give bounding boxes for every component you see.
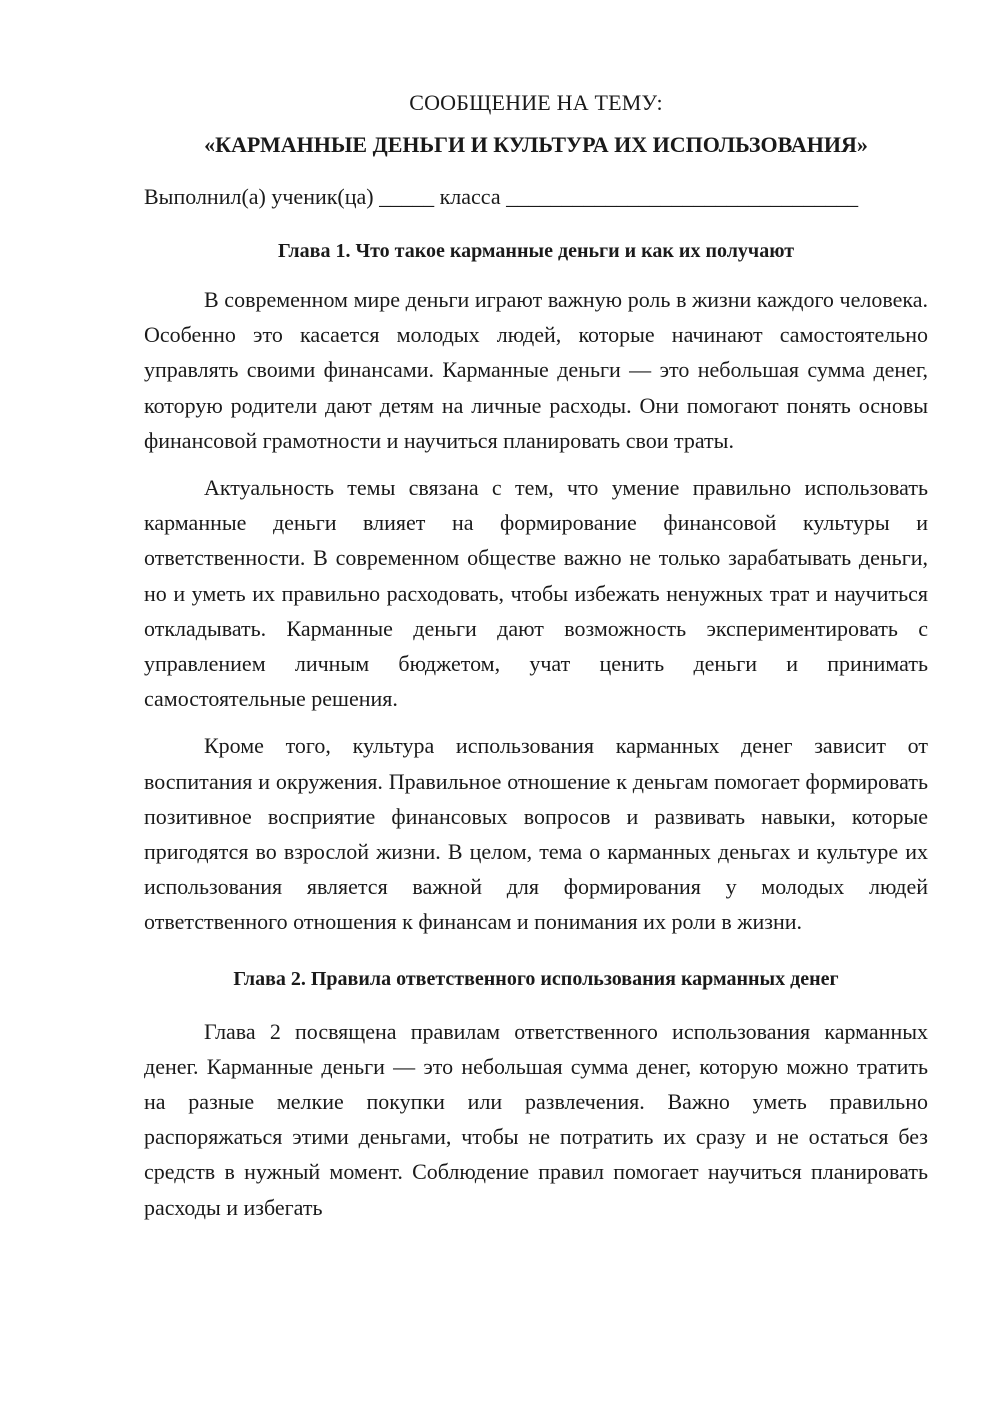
document-title-line-2: «КАРМАННЫЕ ДЕНЬГИ И КУЛЬТУРА ИХ ИСПОЛЬЗОВАНИЯ»	[204, 132, 868, 157]
author-line: Выполнил(а) ученик(ца) _____ класса ________________________________	[144, 184, 859, 209]
chapter-1-paragraph-1: В современном мире деньги играют важную роль в жизни каждого человека. Особенно это касается молодых людей, которые начинают самостоятельно управлять своими финансами. Карманные деньги — это небольшая сумма денег, которую родители дают детям на личные расходы. Они помогают понять основы финансовой грамотности и научиться планировать свои траты.	[144, 287, 928, 453]
chapter-1-heading: Глава 1. Что такое карманные деньги и как их получают	[277, 240, 795, 262]
document-page	[144, 88, 928, 1237]
chapter-1-paragraph-2: Актуальность темы связана с тем, что умение правильно использовать карманные деньги влияет на формирование финансовой культуры и ответственности. В современном обществе важно не только зарабатывать деньги, но и уметь их правильно расходовать, чтобы избежать ненужных трат и научиться откладывать. Карманные деньги дают возможность экспериментировать с управлением личным бюджетом, учат ценить деньги и принимать самостоятельные решения.	[144, 475, 928, 712]
chapter-2-heading: Глава 2. Правила ответственного использования карманных денег	[233, 967, 839, 990]
document-title-line-1: СООБЩЕНИЕ НА ТЕМУ:	[409, 90, 663, 115]
chapter-1-paragraph-3: Кроме того, культура использования карманных денег зависит от воспитания и окружения. Правильное отношение к деньгам помогает формировать позитивное восприятие финансовых вопросов и развивать навыки, которые пригодятся во взрослой жизни. В целом, тема о карманных деньгах и культуре их использования является важной для формирования у молодых людей ответственного отношения к финансам и понимания их роли в жизни.	[144, 733, 928, 935]
chapter-2-paragraph-1: Глава 2 посвящена правилам ответственного использования карманных денег. Карманные деньги — это небольшая сумма денег, которую можно тратить на разные мелкие покупки или развлечения. Важно уметь правильно распоряжаться этими деньгами, чтобы не потратить их сразу и не остаться без средств в нужный момент. Соблюдение правил помогает научиться планировать расходы и избегать	[144, 1018, 928, 1220]
